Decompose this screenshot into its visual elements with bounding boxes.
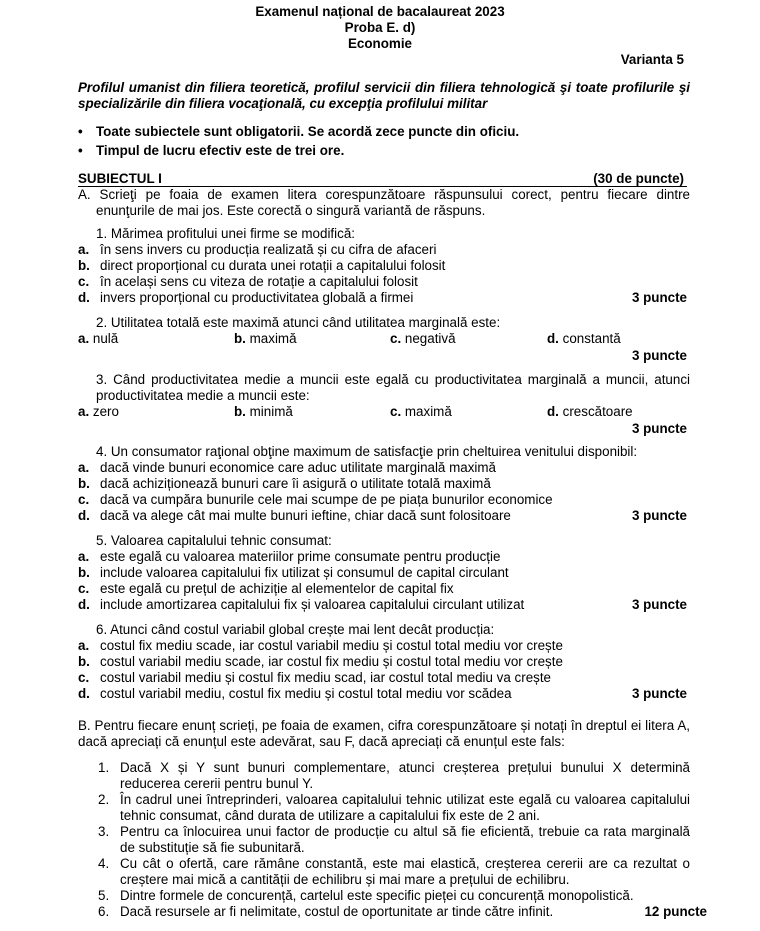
option-text: în același sens cu viteza de rotație a capitalului folosit	[100, 274, 418, 289]
part-b-item: 1. Dacă X și Y sunt bunuri complementare, atunci creșterea prețului bunului X determină reducerea cererii pentru bunul Y.	[98, 760, 690, 791]
q2-option-a: a. nulă	[78, 331, 119, 346]
q6-points: 3 puncte	[631, 686, 687, 701]
question-3	[78, 372, 690, 436]
q6-option-d: d. costul variabil mediu, costul fix mediu și costul total mediu vor scădea 3 puncte	[78, 686, 687, 701]
part-b-item: 6. Dacă resursele ar fi nelimitate, costul de oportunitate ar tinde către infinit. 12 puncte	[98, 904, 707, 919]
q1-option-a	[78, 242, 690, 258]
q4-option-a: a. dacă vinde bunuri economice care aduc utilitate marginală maximă	[78, 460, 496, 475]
option-text: direct proporțional cu durata unei rotații a capitalului folosit	[100, 258, 446, 273]
q3-option-d: d. crescătoare	[547, 404, 633, 419]
q4-option-c: c. dacă va cumpăra bunurile cele mai scumpe de pe piața bunurilor economice	[78, 492, 553, 507]
option-text: în sens invers cu producția realizată și cu cifra de afaceri	[100, 242, 437, 257]
section-header	[78, 171, 687, 187]
option-letter: a.	[78, 242, 90, 257]
q4-points: 3 puncte	[631, 508, 687, 523]
q3-options-row	[78, 404, 690, 420]
q2-option-b: b. maximă	[234, 331, 297, 346]
q3-option-c: c. maximă	[390, 404, 452, 419]
part-a-intro	[78, 187, 690, 219]
question-5-text: 5. Valoarea capitalului tehnic consumat:	[96, 533, 332, 548]
question-3-text: 3. Când productivitatea medie a muncii este egală cu productivitatea marginală a muncii, atunci productivitatea medie a muncii este:	[96, 372, 690, 403]
section-points: (30 de puncte)	[593, 171, 684, 186]
instruction-item: • Timpul de lucru efectiv este de trei ore.	[78, 143, 698, 162]
q5-option-d: d. include amortizarea capitalului fix și valoarea capitalului circulant utilizat 3 puncte	[78, 597, 687, 612]
question-5	[78, 533, 690, 613]
question-2	[78, 315, 690, 363]
q6-option-c: c. costul variabil mediu și costul fix mediu scad, iar costul total mediu va crește	[78, 670, 552, 685]
question-4-text: 4. Un consumator raţional obţine maximum de satisfacţie prin cheltuirea venitului disponibil:	[96, 444, 638, 459]
question-4	[78, 444, 690, 524]
q5-option-a: a. este egală cu valoarea materiilor prime consumate pentru producție	[78, 549, 501, 564]
question-1-text: 1. Mărimea profitului unei firme se modifică:	[96, 226, 355, 241]
q5-points: 3 puncte	[631, 597, 687, 612]
q1-option-c	[78, 274, 690, 290]
option-text: invers proporțional cu productivitatea globală a firmei	[100, 290, 414, 305]
option-letter: b.	[78, 258, 90, 273]
part-b-intro: B. Pentru fiecare enunț scrieți, pe foaia de examen, cifra corespunzătoare și notați în dreptul ei litera A, dacă apreciați că enunțul este adevărat, sau F, dacă apreciați că enunțul este fals:	[78, 718, 690, 749]
part-b-item: 2. În cadrul unei întreprinderi, valoarea capitalului tehnic utilizat este egală cu valoarea capitalului tehnic consumat, când durata de utilizare a capitalului fix este de 2 ani.	[98, 792, 690, 823]
question-6-text: 6. Atunci când costul variabil global crește mai lent decât producția:	[96, 622, 495, 637]
question-2-text: 2. Utilitatea totală este maximă atunci când utilitatea marginală este:	[96, 315, 501, 330]
q4-option-b: b. dacă achiziționează bunuri care îi asigură o utilitate totală maximă	[78, 476, 491, 491]
option-letter: c.	[78, 274, 90, 289]
question-1	[78, 226, 690, 306]
q2-option-c: c. negativă	[390, 331, 456, 346]
part-b-item: 3. Pentru ca înlocuirea unui factor de producție cu altul să fie eficientă, trebuie ca rata marginală de substituție să fie subunitară.	[98, 824, 690, 855]
q6-option-a: a. costul fix mediu scade, iar costul variabil mediu și costul total mediu vor crește	[78, 638, 563, 653]
option-letter: d.	[78, 290, 90, 305]
q3-option-a: a. zero	[78, 404, 119, 419]
variant-label: Varianta 5	[620, 52, 684, 67]
q3-points: 3 puncte	[631, 421, 687, 436]
q6-option-b: b. costul variabil mediu scade, iar costul fix mediu și costul total mediu vor crește	[78, 654, 563, 669]
exam-subject: Economie	[348, 36, 412, 51]
exam-title: Examenul național de bacalaureat 2023	[255, 4, 505, 19]
exam-proba: Proba E. d)	[344, 20, 416, 35]
q1-option-d	[78, 290, 690, 306]
q2-options-row	[78, 331, 690, 347]
profile-text: Profilul umanist din filiera teoretică, profilul servicii din filiera tehnologică şi toate profilurile şi specializările din filiera vocaţională, cu excepţia profilului militar	[78, 80, 690, 111]
part-a-intro-text: A. Scrieţi pe foaia de examen litera corespunzătoare răspunsului corect, pentru fiecare dintre enunţurile de mai jos. Este corectă o singură variantă de răspuns.	[78, 187, 690, 218]
instruction-item: • Toate subiectele sunt obligatorii. Se acordă zece puncte din oficiu.	[78, 124, 698, 143]
part-b-item: 4. Cu cât o ofertă, care rămâne constantă, este mai elastică, creșterea cererii are ca rezultat o creștere mai mică a cantității de echilibru și mai mare a prețului de echilibru.	[98, 856, 690, 887]
instructions-list	[78, 124, 698, 162]
q2-points: 3 puncte	[631, 348, 687, 363]
q3-option-b: b. minimă	[234, 404, 293, 419]
q1-points: 3 puncte	[631, 290, 687, 305]
q2-option-d: d. constantă	[547, 331, 621, 346]
q4-option-d: d. dacă va alege cât mai multe bunuri ieftine, chiar dacă sunt folositoare 3 puncte	[78, 508, 687, 523]
q5-option-b: b. include valoarea capitalului fix utilizat și consumul de capital circulant	[78, 565, 509, 580]
section-title: SUBIECTUL I	[78, 171, 162, 186]
part-b-list	[78, 760, 707, 920]
q1-option-b	[78, 258, 690, 274]
q5-option-c: c. este egală cu prețul de achiziție al elementelor de capital fix	[78, 581, 454, 596]
part-b-points: 12 puncte	[644, 904, 707, 919]
question-6	[78, 622, 690, 702]
part-b-item: 5. Dintre formele de concurență, cartelul este specific pieței cu concurență monopolistică.	[98, 888, 634, 903]
